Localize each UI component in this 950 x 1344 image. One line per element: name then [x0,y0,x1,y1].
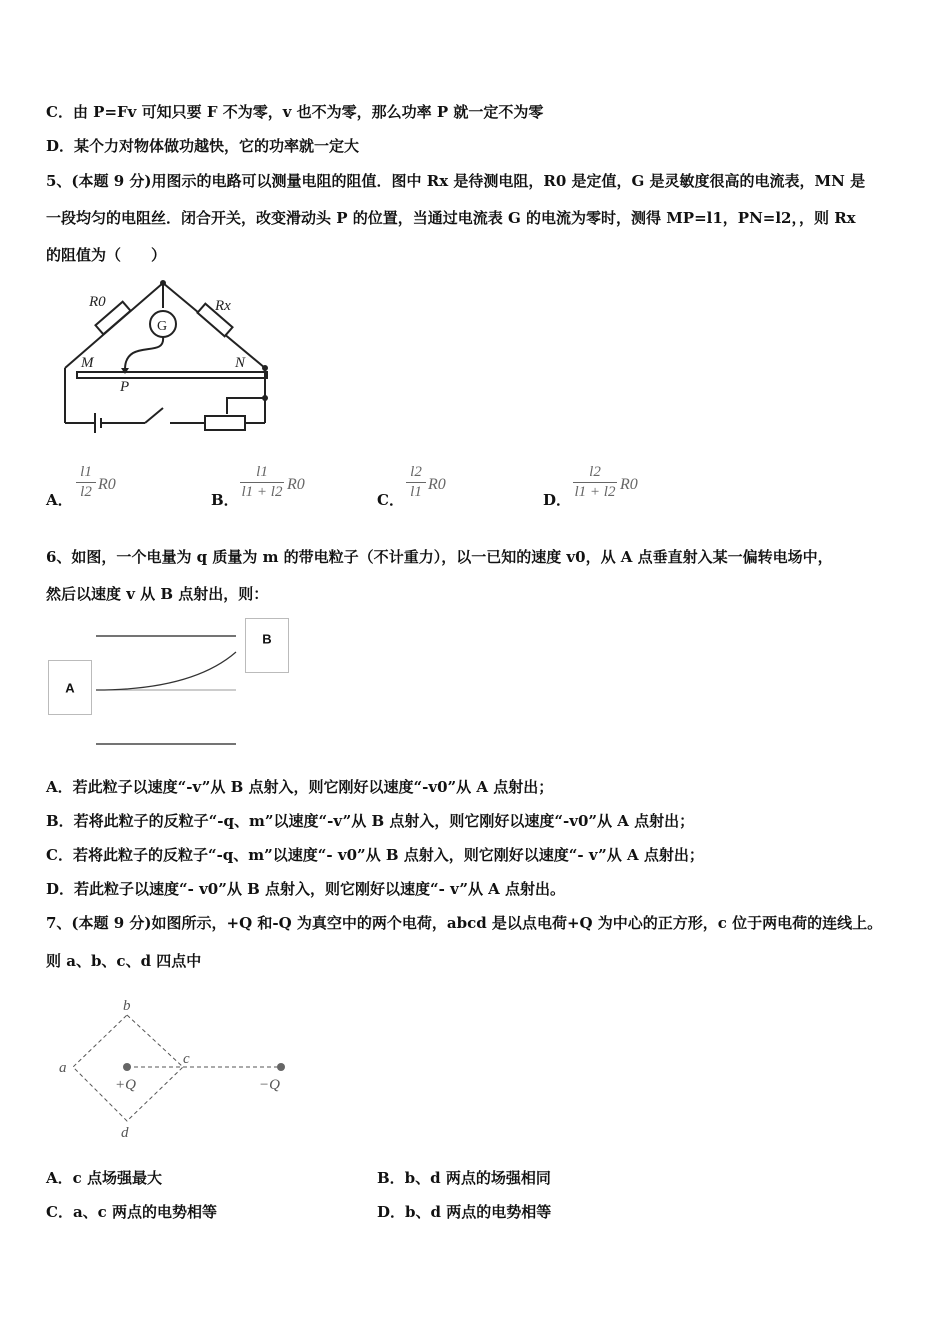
label-minus-q: −Q [259,1077,280,1093]
q6-option-c: C．若将此粒子的反粒子“-q、m”以速度“- v0”从 B 点射入，则它刚好以速度“- v”从 A 点射出； [46,846,704,864]
point-a-label: A [65,680,75,695]
fraction-numerator: l2 [410,464,422,480]
q7-option-a: A．c 点场强最大 [46,1169,162,1187]
point-b-box [245,618,289,673]
q6-stem-line2: 然后以速度 v 从 B 点射出，则： [46,585,269,603]
q7-option-d: D．b、d 两点的电势相等 [377,1203,552,1221]
switch-icon [145,408,163,423]
option-label: B． [211,491,239,509]
label-c: c [183,1051,190,1067]
rx-label: Rx [215,298,231,314]
resistance-wire [77,372,267,378]
label-plus-q: +Q [115,1077,136,1093]
fraction-suffix: R0 [620,476,638,493]
q6-option-b: B．若将此粒子的反粒子“-q、m”以速度“-v”从 B 点射入，则它刚好以速度“-v0”从 A 点射出； [46,812,695,830]
fraction-numerator: l1 [80,464,92,480]
minus-charge-icon [277,1063,285,1071]
label-d: d [121,1125,129,1141]
r0-label: R0 [89,294,106,310]
m-label: M [81,355,94,371]
q7-option-c: C．a、c 两点的电势相等 [46,1203,218,1221]
fraction-denominator: l1 + l2 [241,484,283,500]
option-label: A． [46,491,73,509]
q5-stem-line1: 5、(本题 9 分)用图示的电路可以测量电阻的阻值．图中 Rx 是待测电阻，R0 是定值，G 是灵敏度很高的电流表，MN 是 [46,172,866,190]
q5-stem-line3: 的阻值为（ ） [46,246,167,264]
q4-option-c: C．由 P=Fv 可知只要 F 不为零，v 也不为零，那么功率 P 就一定不为零 [46,103,544,121]
plus-charge-icon [123,1063,131,1071]
fraction-denominator: l1 [410,484,422,500]
q7-option-b: B．b、d 两点的场强相同 [377,1169,551,1187]
circuit-diagram [55,278,275,438]
option-label: C． [377,491,404,509]
point-a-box [48,660,92,715]
charges-diagram [55,995,295,1145]
q5-stem-line2: 一段均匀的电阻丝．闭合开关，改变滑动头 P 的位置，当通过电流表 G 的电流为零时，测得 MP=l1，PN=l2，，则 Rx [46,209,856,227]
fraction-suffix: R0 [98,476,116,493]
option-label: D． [543,491,572,509]
q4-option-d: D．某个力对物体做功越快，它的功率就一定大 [46,137,360,155]
p-label: P [120,379,130,395]
fraction-suffix: R0 [428,476,446,493]
g-label: G [157,319,168,334]
fraction-suffix: R0 [287,476,305,493]
q7-stem-line2: 则 a、b、c、d 四点中 [46,952,202,970]
q6-stem-line1: 6、如图，一个电量为 q 质量为 m 的带电粒子（不计重力），以一已知的速度 v0，从 A 点垂直射入某一偏转电场中， [46,548,833,566]
rheostat-slider [227,398,265,414]
label-b: b [123,998,131,1014]
rheostat-icon [205,416,245,430]
n-label: N [235,355,246,371]
q7-stem-line1: 7、(本题 9 分)如图所示，+Q 和-Q 为真空中的两个电荷，abcd 是以点电荷+Q 为中心的正方形，c 位于两电荷的连线上。 [46,914,883,932]
deflection-field-diagram [94,630,240,750]
q6-option-d: D．若此粒子以速度“- v0”从 B 点射入，则它刚好以速度“- v”从 A 点射出。 [46,880,566,898]
fraction-numerator: l1 [256,464,268,480]
fraction-denominator: l2 [80,484,92,500]
fraction-numerator: l2 [589,464,601,480]
q6-option-a: A．若此粒子以速度“-v”从 B 点射入，则它刚好以速度“-v0”从 A 点射出； [46,778,554,796]
label-a: a [59,1060,67,1076]
point-b-label: B [262,631,272,647]
fraction-denominator: l1 + l2 [574,484,616,500]
particle-trajectory [96,652,236,690]
slider-wire [125,337,163,370]
